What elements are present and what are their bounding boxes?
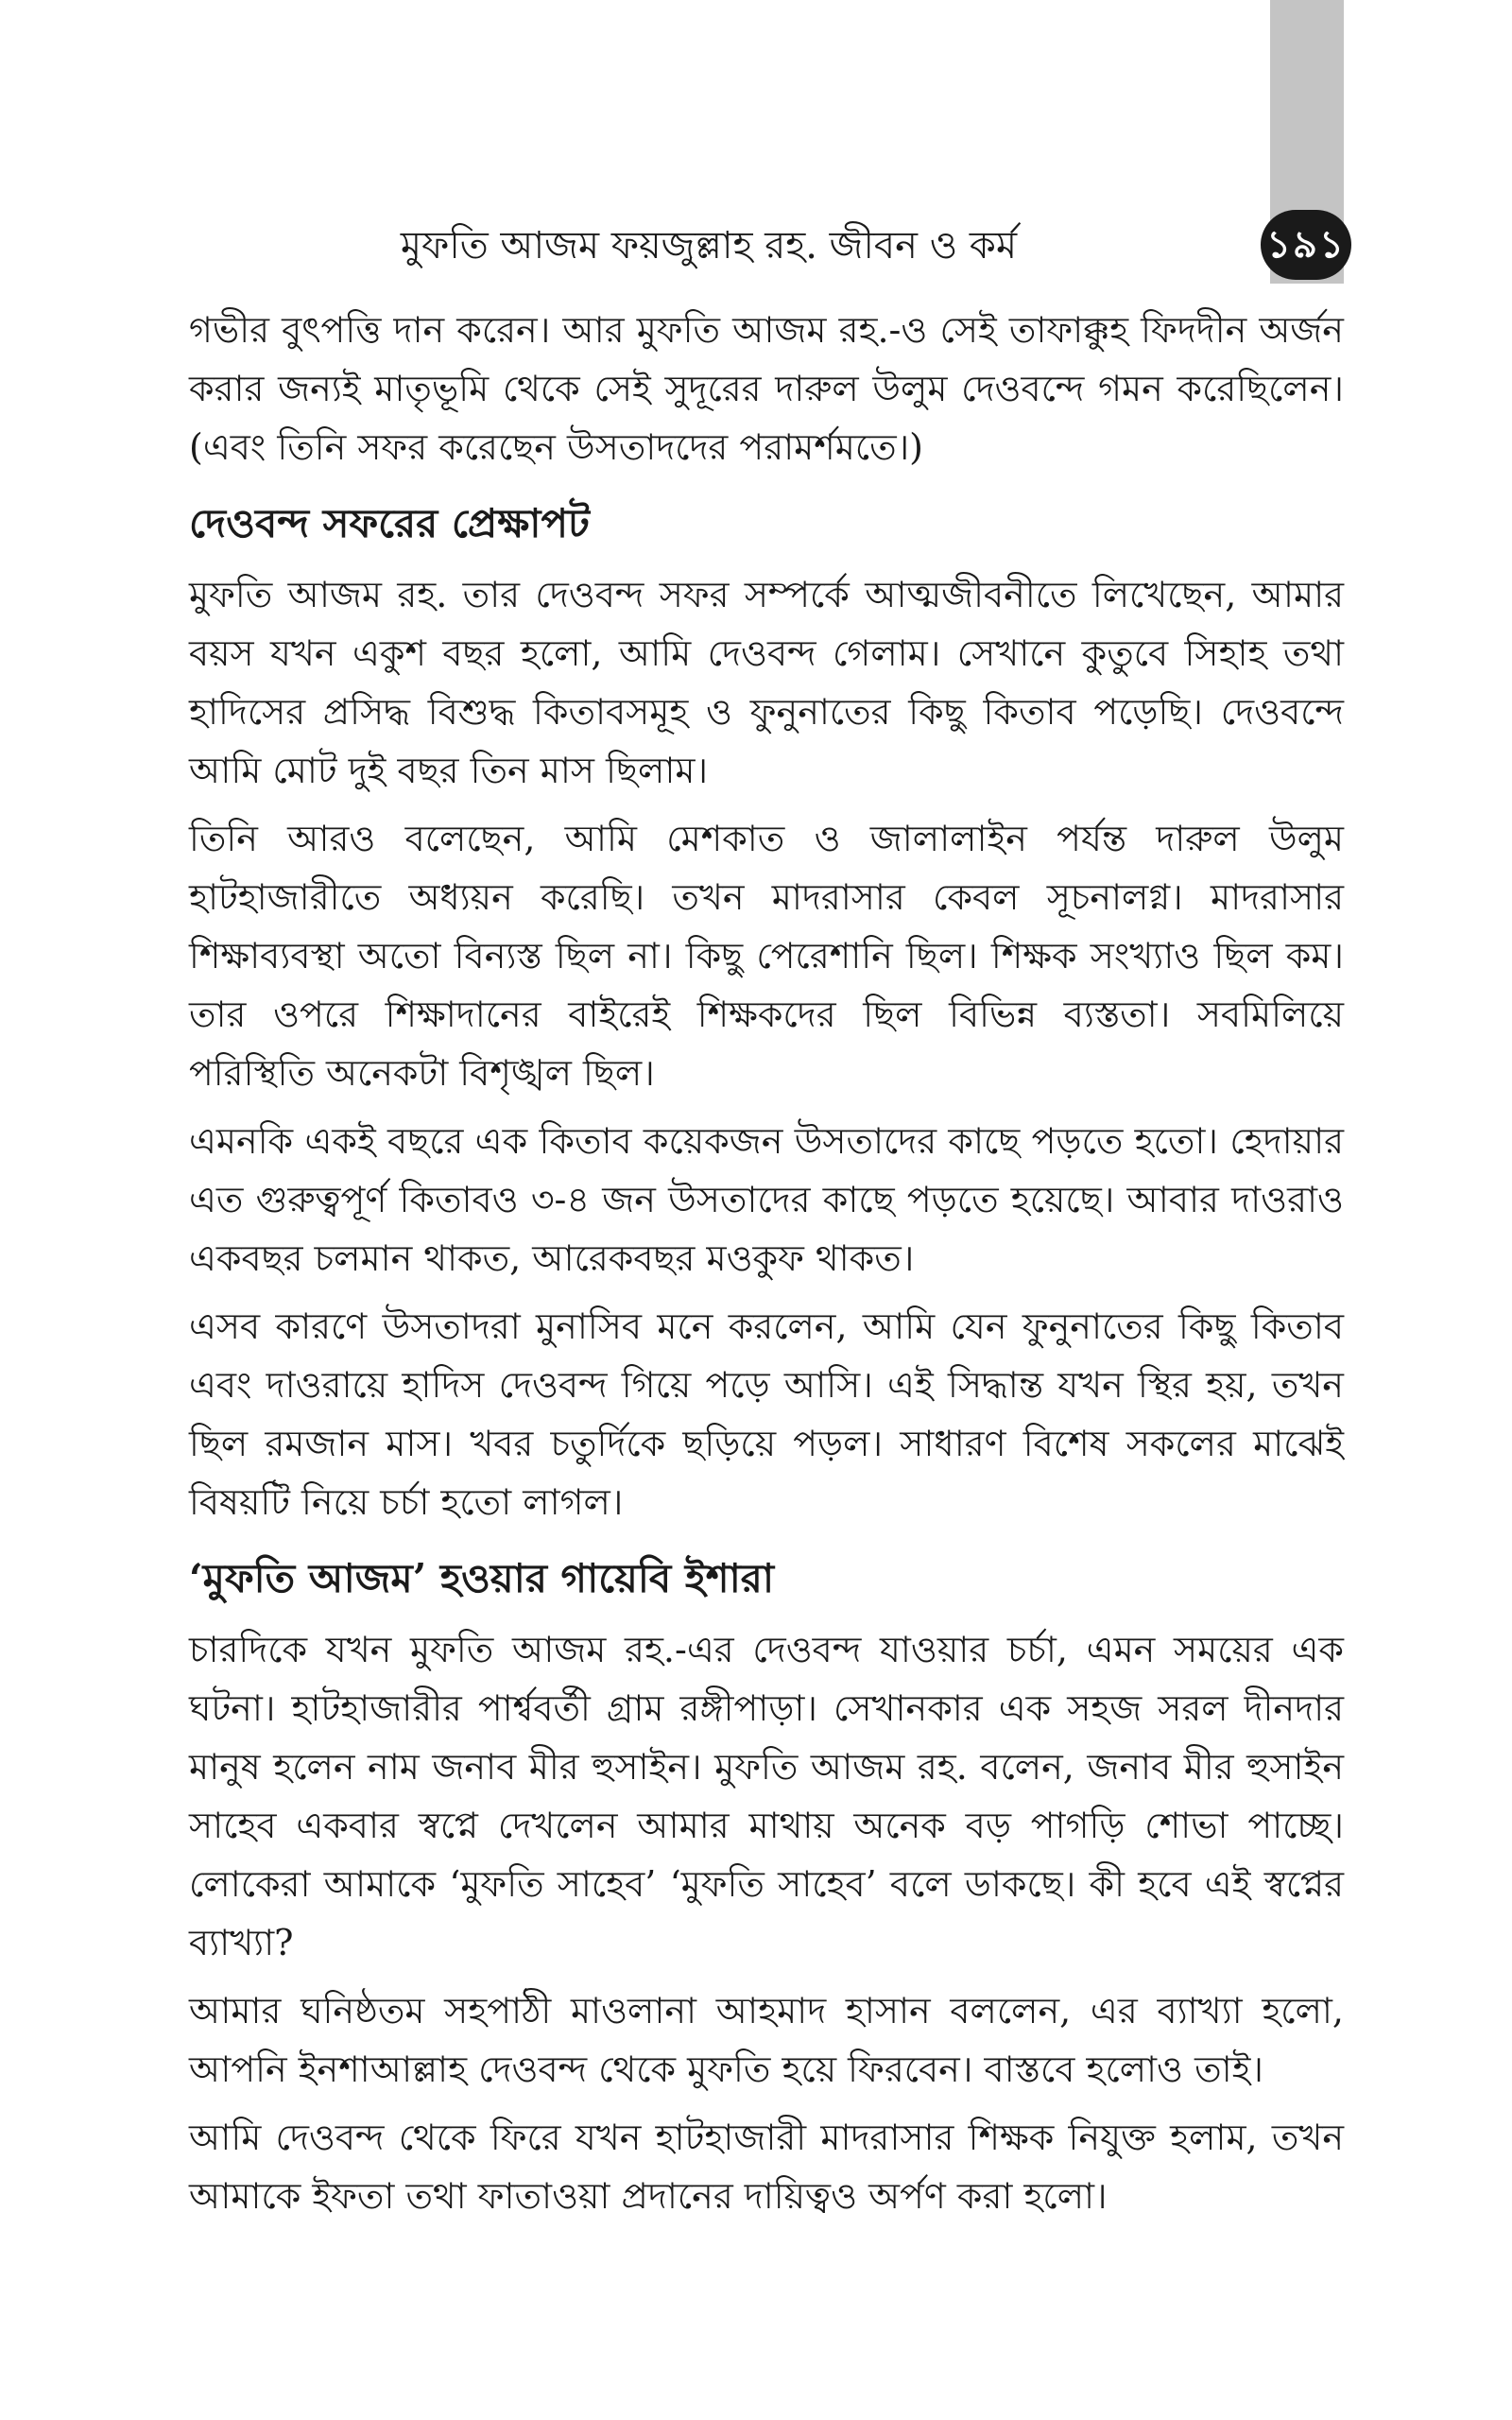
paragraph-1: গভীর বুৎপত্তি দান করেন। আর মুফতি আজম রহ.-ও সেই তাফাক্কুহ ফিদদীন অর্জন করার জন্যই মাতৃভূমি থেকে সেই সুদূরের দারুল উলুম দেওবন্দে গমন করেছিলেন। (এবং তিনি সফর করেছেন উসতাদদের পরামর্শমতে।): [189, 309, 1344, 468]
paragraph-8: আমি দেওবন্দ থেকে ফিরে যখন হাটহাজারী মাদরাসার শিক্ষক নিযুক্ত হলাম, তখন আমাকে ইফতা তথা ফাতাওয়া প্রদানের দায়িত্বও অর্পণ করা হলো।: [189, 2117, 1344, 2217]
paragraph-5: এসব কারণে উসতাদরা মুনাসিব মনে করলেন, আমি যেন ফুনুনাতের কিছু কিতাব এবং দাওরায়ে হাদিস দেওবন্দ গিয়ে পড়ে আসি। এই সিদ্ধান্ত যখন স্থির হয়, তখন ছিল রমজান মাস। খবর চতুর্দিকে ছড়িয়ে পড়ল। সাধারণ বিশেষ সকলের মাঝেই বিষয়টি নিয়ে চর্চা হতো লাগল।: [189, 1305, 1344, 1523]
section-heading-2: ‘মুফতি আজম’ হওয়ার গায়েবি ইশারা: [189, 1555, 775, 1601]
page-number-badge: ১৯১: [1261, 210, 1351, 280]
paragraph-7: আমার ঘনিষ্ঠতম সহপাঠী মাওলানা আহমাদ হাসান বললেন, এর ব্যাখ্যা হলো, আপনি ইনশাআল্লাহ দেওবন্দ থেকে মুফতি হয়ে ফিরবেন। বাস্তবে হলোও তাই।: [189, 1990, 1344, 2090]
page-body: [189, 301, 1344, 2235]
section-heading-1: দেওবন্দ সফরের প্রেক্ষাপট: [189, 500, 590, 546]
paragraph-2: মুফতি আজম রহ. তার দেওবন্দ সফর সম্পর্কে আত্মজীবনীতে লিখেছেন, আমার বয়স যখন একুশ বছর হলো, আমি দেওবন্দ গেলাম। সেখানে কুতুবে সিহাহ তথা হাদিসের প্রসিদ্ধ বিশুদ্ধ কিতাবসমূহ ও ফুনুনাতের কিছু কিতাব পড়েছি। দেওবন্দে আমি মোট দুই বছর তিন মাস ছিলাম।: [189, 574, 1344, 791]
paragraph-3: তিনি আরও বলেছেন, আমি মেশকাত ও জালালাইন পর্যন্ত দারুল উলুম হাটহাজারীতে অধ্যয়ন করেছি। তখন মাদরাসার কেবল সূচনালগ্ন। মাদরাসার শিক্ষাব্যবস্থা অতো বিন্যস্ত ছিল না। কিছু পেরেশানি ছিল। শিক্ষক সংখ্যাও ছিল কম। তার ওপরে শিক্ষাদানের বাইরেই শিক্ষকদের ছিল বিভিন্ন ব্যস্ততা। সবমিলিয়ে পরিস্থিতি অনেকটা বিশৃঙ্খল ছিল।: [189, 818, 1344, 1094]
running-head: মুফতি আজম ফয়জুল্লাহ রহ. জীবন ও কর্ম: [400, 224, 1018, 268]
paragraph-6: চারদিকে যখন মুফতি আজম রহ.-এর দেওবন্দ যাওয়ার চর্চা, এমন সময়ের এক ঘটনা। হাটহাজারীর পার্শ্ববর্তী গ্রাম রঙ্গীপাড়া। সেখানকার এক সহজ সরল দীনদার মানুষ হলেন নাম জনাব মীর হুসাইন। মুফতি আজম রহ. বলেন, জনাব মীর হুসাইন সাহেব একবার স্বপ্নে দেখলেন আমার মাথায় অনেক বড় পাগড়ি শোভা পাচ্ছে। লোকেরা আমাকে ‘মুফতি সাহেব’ ‘মুফতি সাহেব’ বলে ডাকছে। কী হবে এই স্বপ্নের ব্যাখ্যা?: [189, 1629, 1344, 1963]
paragraph-4: এমনকি একই বছরে এক কিতাব কয়েকজন উসতাদের কাছে পড়তে হতো। হেদায়ার এত গুরুত্বপূর্ণ কিতাবও ৩-৪ জন উসতাদের কাছে পড়তে হয়েছে। আবার দাওরাও একবছর চলমান থাকত, আরেকবছর মওকুফ থাকত।: [189, 1120, 1344, 1279]
